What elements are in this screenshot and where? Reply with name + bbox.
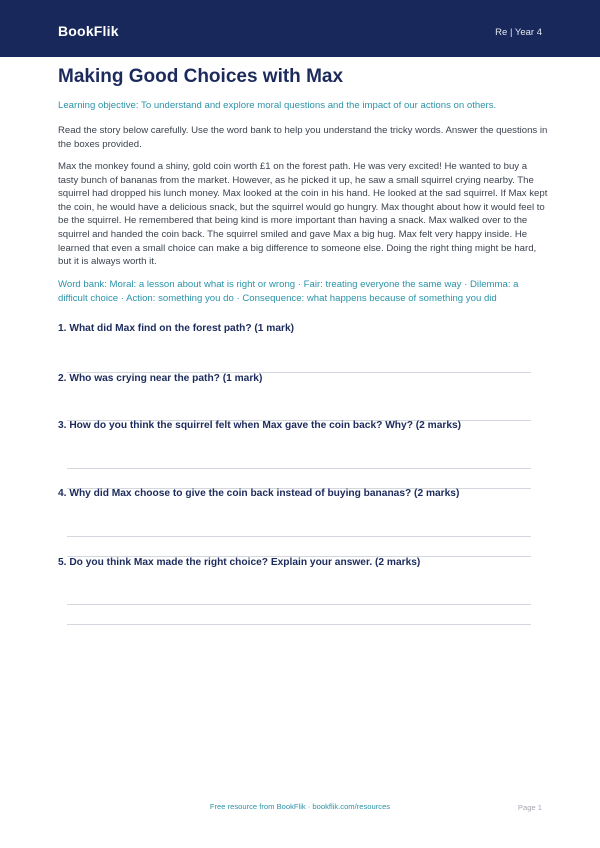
question-5: 5. Do you think Max made the right choice? Explain your answer. (2 marks) (58, 557, 421, 568)
brand-logo: BookFlik (58, 23, 119, 39)
answer-line[interactable] (67, 536, 531, 537)
page-title: Making Good Choices with Max (58, 66, 344, 87)
question-1: 1. What did Max find on the forest path? (1 mark) (58, 323, 295, 334)
learning-objective: Learning objective: To understand and explore moral questions and the impact of our actions on others. (58, 100, 497, 111)
instructions: Read the story below carefully. Use the word bank to help you understand the tricky words. Answer the questions in the boxes provided. (58, 125, 548, 150)
answer-line[interactable] (67, 604, 531, 605)
answer-line[interactable] (67, 468, 531, 469)
answer-line[interactable] (67, 624, 531, 625)
question-3: 3. How do you think the squirrel felt when Max gave the coin back? Why? (2 marks) (58, 420, 462, 431)
question-2: 2. Who was crying near the path? (1 mark) (58, 373, 263, 384)
question-4: 4. Why did Max choose to give the coin back instead of buying bananas? (2 marks) (58, 488, 460, 499)
header-bar (0, 0, 600, 57)
footer-resource-link[interactable]: Free resource from BookFlik · bookflik.com/resources (209, 802, 391, 811)
page-number: Page 1 (517, 803, 542, 812)
story-text: Max the monkey found a shiny, gold coin worth £1 on the forest path. He was very excited! He wanted to buy a tasty bunch of bananas from the market. However, as he picked it up, he saw a small squirrel crying nearby. The squirrel had dropped his lunch money. Max looked at the coin in his hand. He looked at the sad squirrel. If Max kept the coin, he would have a delicious snack, but the squirrel would go hungry. Max thought about how it would feel to be the squirrel. He remembered that being kind is more important than having a snack. Max walked over to the squirrel and handed the coin back. The squirrel smiled and gave Max a big hug. Max felt very happy inside. He learned that even a small choice can make a big difference to someone else. Doing the right thing might be hard, but it is always worth it. (58, 161, 548, 268)
subject-year-label: Re | Year 4 (495, 27, 542, 38)
word-bank: Word bank: Moral: a lesson about what is right or wrong · Fair: treating everyone the same way · Dilemma: a difficult choice · Action: something you do · Consequence: what happens because of something you did (58, 279, 519, 304)
